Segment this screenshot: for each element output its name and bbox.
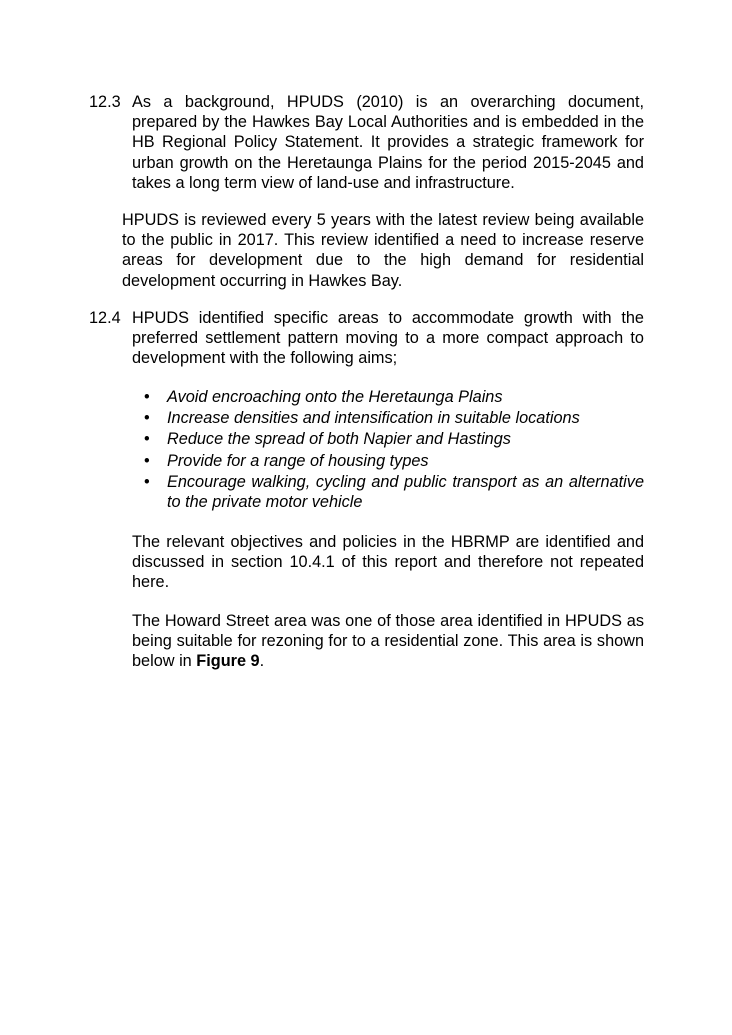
section-12-3-number: 12.3	[89, 93, 121, 111]
list-item	[142, 408, 644, 428]
howard-street-text: The Howard Street area was one of those area identified in HPUDS as being suitable for rezoning for to a residential zone. This area is shown below in	[132, 612, 644, 671]
aim-text: Encourage walking, cycling and public transport as an alternative to the private motor vehicle	[167, 472, 644, 512]
bullet-icon: •	[144, 451, 150, 470]
bullet-icon: •	[144, 409, 150, 428]
list-item	[142, 429, 644, 449]
hpuds-review-paragraph: HPUDS is reviewed every 5 years with the latest review being available to the public in 2017. This review identified a need to increase reserve areas for development due to the high demand for residential development occurring in Hawkes Bay.	[122, 211, 644, 290]
howard-street-paragraph	[132, 611, 644, 672]
aim-text: Increase densities and intensification in suitable locations	[167, 409, 580, 428]
section-12-3-text: As a background, HPUDS (2010) is an overarching document, prepared by the Hawkes Bay Local Authorities and is embedded in the HB Regional Policy Statement. It provides a strategic framework for urban growth on the Heretaunga Plains for the period 2015-2045 and takes a long term view of land-use and infrastructure.	[132, 93, 644, 192]
bullet-icon: •	[144, 388, 150, 406]
section-12-4-text: HPUDS identified specific areas to accommodate growth with the preferred settlement pattern moving to a more compact approach to development with the following aims;	[132, 309, 644, 368]
figure-reference: Figure 9	[196, 652, 260, 671]
list-item	[142, 451, 644, 471]
bullet-icon: •	[144, 430, 150, 449]
aim-text: Avoid encroaching onto the Heretaunga Plains	[167, 388, 503, 406]
aim-text: Reduce the spread of both Napier and Hastings	[167, 430, 511, 449]
aims-list	[142, 387, 644, 513]
bullet-icon: •	[144, 472, 150, 491]
objectives-paragraph: The relevant objectives and policies in the HBRMP are identified and discussed in section 10.4.1 of this report and therefore not repeated here.	[132, 533, 644, 592]
list-item	[142, 387, 644, 407]
aim-text: Provide for a range of housing types	[167, 451, 429, 470]
figure-reference-period: .	[259, 652, 265, 671]
list-item	[142, 472, 644, 512]
section-12-4-number: 12.4	[89, 309, 121, 327]
